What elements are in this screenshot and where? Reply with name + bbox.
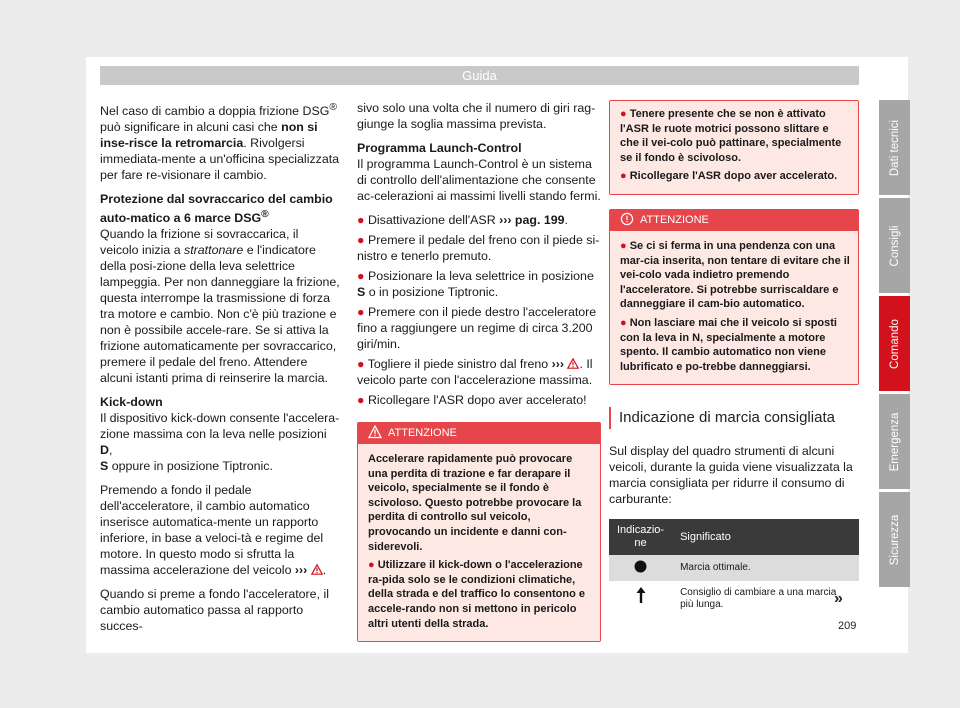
- protection-paragraph: Quando la frizione si sovraccarica, il veicolo inizia a strattonare e l'indicatore della posi-zione della leva selettrice lampeggia. Per non danneggiare la frizione, questa interrompe la trasmissione di forza tra motore e cambio. Non c'è più trazione e non è possibile accele-rare. Se si attiva la frizione automaticamente per sovraccarico, premere il pedale del freno. Attendere alcuni istanti prima di reinserire la marcia.: [100, 227, 340, 386]
- column-3: [609, 100, 859, 617]
- warning-bullet: ● Se ci si ferma in una pendenza con una mar-cia inserita, non tentare di evitare che il vei-colo vada indietro premendo l'acceleratore. Si potrebbe surriscaldare e danneggiare il cam-bio automatico.: [620, 239, 850, 311]
- warning-bullet: ● Non lasciare mai che il veicolo si sposti con la leva in N, specialmente a motore spento. Il cambio automatico non viene lubrificato e po-trebbe danneggiarsi.: [620, 316, 837, 373]
- tab-consigli[interactable]: Consigli: [879, 198, 910, 293]
- section-paragraph: Sul display del quadro strumenti di alcuni veicoli, durante la guida viene visualizzata la marcia consigliata per ridurre il consumo di carburante:: [609, 444, 853, 507]
- list-item: ● Premere il pedale del freno con il piede si-nistro e tenerlo premuto.: [357, 233, 600, 263]
- warning-triangle-icon: [567, 358, 579, 369]
- info-circle-icon: [620, 212, 634, 226]
- table-cell-icon: [609, 555, 672, 581]
- section-heading: Indicazione di marcia consigliata: [609, 407, 859, 429]
- chapter-tabs: [879, 100, 910, 590]
- warning-box-header: ATTENZIONE: [610, 210, 858, 231]
- column-header-meaning: Significato: [672, 519, 859, 555]
- column-2: [357, 100, 601, 642]
- warning-box-body: [358, 444, 600, 641]
- filled-circle-icon: [634, 560, 647, 573]
- list-item: ● Togliere il piede sinistro dal freno ››› . Il veicolo parte con l'accelerazione massima.: [357, 357, 593, 387]
- list-item: ● Disattivazione dell'ASR ››› pag. 199.: [357, 213, 568, 227]
- arrow-up-icon: [636, 587, 646, 603]
- table-header: [609, 519, 859, 555]
- list-item: ● Ricollegare l'ASR dopo aver accelerato!: [357, 393, 587, 407]
- tab-sicurezza[interactable]: Sicurezza: [879, 492, 910, 587]
- gear-indication-table: [609, 519, 859, 617]
- list-item: ● Posizionare la leva selettrice in posizione S o in posizione Tiptronic.: [357, 269, 594, 299]
- cross-ref-arrows[interactable]: ›››: [294, 563, 308, 578]
- column-1: [100, 100, 340, 642]
- warning-bullet: ● Utilizzare il kick-down o l'accelerazione ra-pida solo se le condizioni climatiche, della strada e del traffico lo consentono e accele-rando non si mettono in pericolo altri utenti della strada.: [368, 559, 585, 630]
- warning-bullet: ● Tenere presente che se non è attivato l'ASR le ruote motrici possono slittare e che il vei-colo può pattinare, specialmente se il fondo è scivoloso.: [620, 108, 842, 164]
- list-item: ● Premere con il piede destro l'acceleratore fino a raggiungere un regime di circa 3.200 giri/min.: [357, 305, 597, 351]
- tab-dati-tecnici[interactable]: Dati tecnici: [879, 100, 910, 195]
- protection-heading: Protezione dal sovraccarico del cambio auto-matico a 6 marce DSG®: [100, 192, 333, 226]
- kickdown-detail: Premendo a fondo il pedale dell'acceleratore, il cambio automatico inserisce automatica-mente un rapporto inferiore, in base a veloci-tà e regime del motore. In questo modo si sfrutta la massima accelerazione del veicolo ››› .: [100, 483, 327, 578]
- launch-control-paragraph: Il programma Launch-Control è un sistema di controllo dell'alimentazione che consente ac-celerazioni ai massimi livelli stando fermi.: [357, 157, 601, 203]
- warning-box-body: [610, 231, 858, 384]
- warning-box-continued: [609, 100, 859, 195]
- launch-control-heading: Programma Launch-Control: [357, 141, 522, 155]
- warning-box-header: ATTENZIONE: [358, 423, 600, 444]
- column-header-indication: Indicazio-ne: [609, 519, 672, 555]
- kickdown-heading: Kick-down: [100, 395, 163, 410]
- kickdown-paragraph: Il dispositivo kick-down consente l'accelera-zione massima con la leva nelle posizioni D, S oppure in posizione Tiptronic.: [100, 411, 340, 474]
- table-cell-icon: [609, 581, 672, 617]
- table-row: [609, 555, 859, 581]
- warning-triangle-icon: [368, 425, 382, 439]
- table-cell: Marcia ottimale.: [672, 555, 859, 581]
- intro-paragraph: Nel caso di cambio a doppia frizione DSG® può significare in alcuni casi che non si inse-risce la retromarcia. Rivolgersi immediata-mente a un'officina specializzata per fare re-visionare il cambio.: [100, 102, 340, 183]
- continued-paragraph: sivo solo una volta che il numero di giri rag-giunge la soglia massima prevista.: [357, 101, 596, 131]
- tab-emergenza[interactable]: Emergenza: [879, 394, 910, 489]
- warning-text: Accelerare rapidamente può provocare una perdita di trazione e far derapare il veicolo, specialmente se il fondo è scivoloso. Questo potrebbe provocare la perdita di controllo sul veicolo, provocando un incidente e danni con-siderevoli.: [368, 453, 582, 553]
- page-header: Guida: [100, 66, 859, 85]
- warning-box: [609, 209, 859, 385]
- kickdown-continuation: Quando si preme a fondo l'acceleratore, il cambio automatico passa al rapporto succes-: [100, 587, 329, 634]
- table-row: [609, 581, 859, 617]
- tab-comando[interactable]: Comando: [879, 296, 910, 391]
- continue-marker: »: [834, 590, 843, 607]
- table-cell: Consiglio di cambiare a una marcia più lunga.: [672, 581, 859, 617]
- warning-box: [357, 422, 601, 642]
- warning-box-body: [610, 101, 858, 194]
- page-number: 209: [838, 620, 857, 632]
- warning-triangle-icon: [311, 564, 323, 575]
- warning-bullet: ● Ricollegare l'ASR dopo aver accelerato.: [620, 170, 838, 183]
- cross-ref-arrows[interactable]: ›››: [551, 357, 564, 371]
- page-reference-link[interactable]: ››› pag. 199: [499, 213, 565, 227]
